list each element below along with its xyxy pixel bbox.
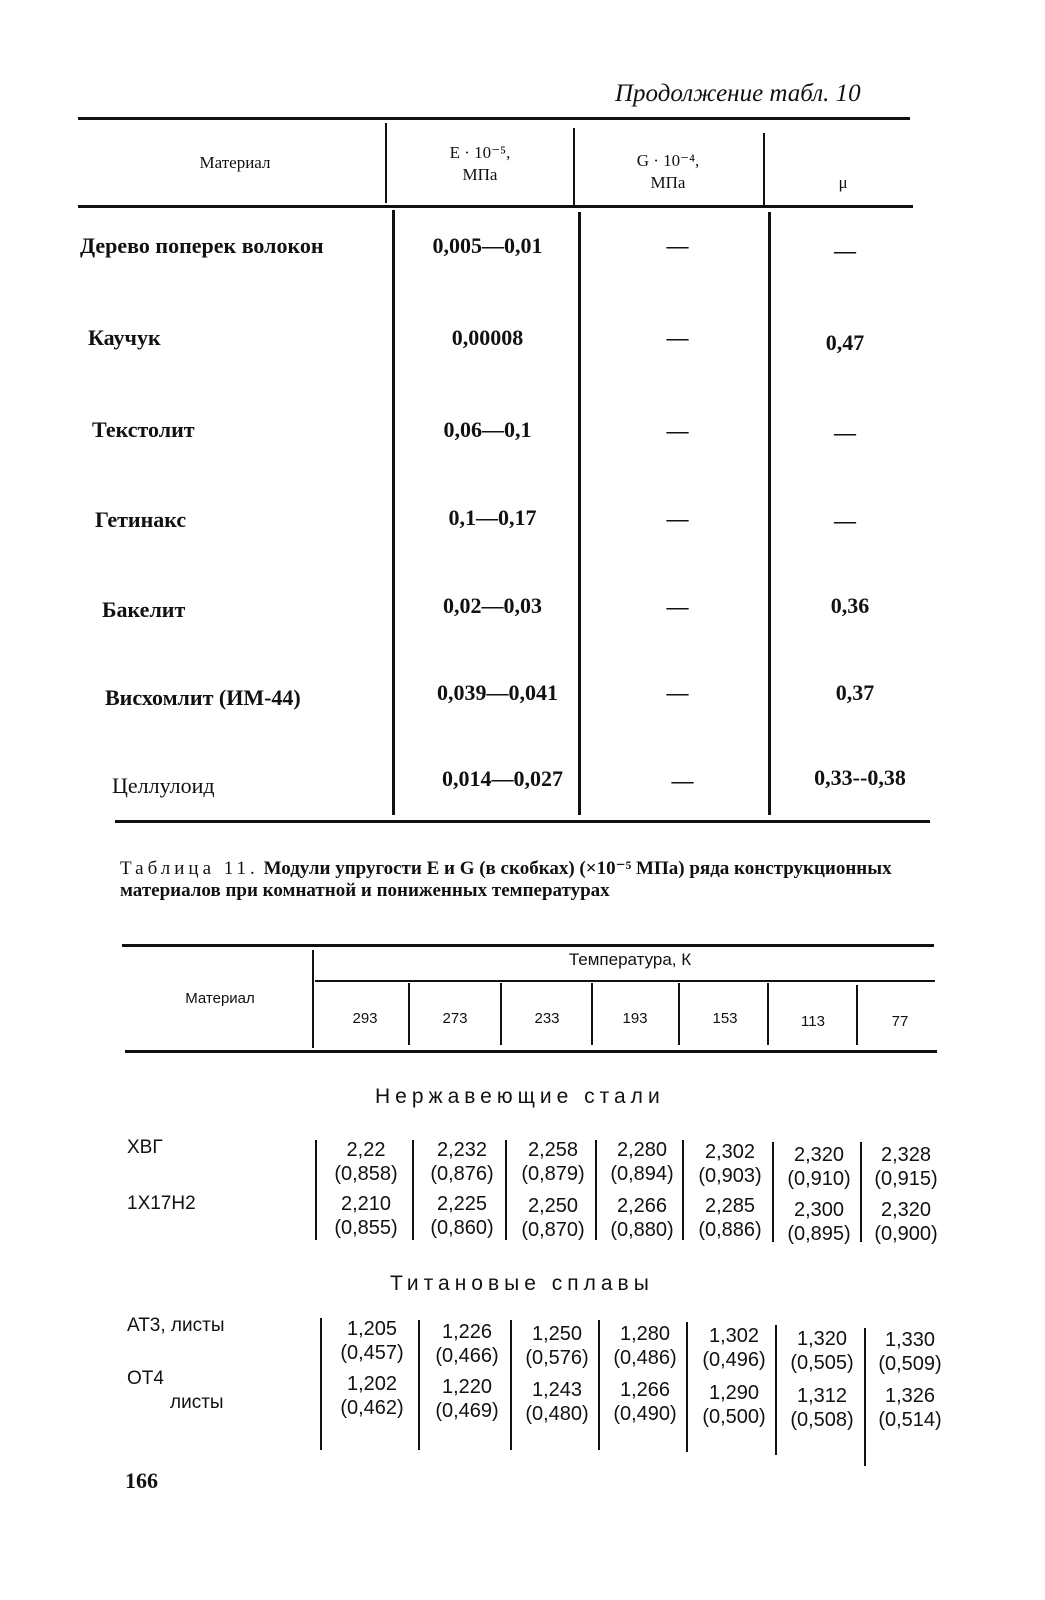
e-value: 1,330 <box>884 1329 936 1351</box>
g-value: (0,880) <box>610 1219 674 1241</box>
g-value: (0,509) <box>878 1353 942 1375</box>
column-divider <box>767 983 769 1045</box>
g-value: (0,505) <box>790 1352 854 1374</box>
e-value: 2,285 <box>704 1195 756 1217</box>
value-cell <box>513 1378 601 1426</box>
column-divider <box>408 983 410 1045</box>
g-value: — <box>666 594 689 619</box>
header-bottom-rule <box>78 205 913 208</box>
e-value: 1,205 <box>346 1318 398 1340</box>
e-value: 0,00008 <box>451 325 524 350</box>
material-name: Каучук <box>88 325 161 350</box>
header-temperature: Температура, К <box>568 950 692 969</box>
g-value: — <box>666 325 689 350</box>
g-value: (0,466) <box>435 1345 499 1367</box>
e-value: 0,02—0,03 <box>443 593 542 618</box>
page-number: 166 <box>125 1468 158 1493</box>
temperature-label: 153 <box>712 1010 738 1027</box>
g-value: (0,496) <box>702 1349 766 1371</box>
material-name: Бакелит <box>102 597 186 622</box>
column-divider <box>500 983 502 1045</box>
value-cell <box>598 1194 686 1242</box>
g-value: (0,894) <box>610 1163 674 1185</box>
g-value: — <box>671 768 694 793</box>
e-value: 2,232 <box>436 1139 488 1161</box>
value-cell <box>601 1322 689 1370</box>
value-cell <box>866 1384 954 1432</box>
value-cell <box>418 1192 506 1240</box>
column-divider <box>678 983 680 1045</box>
e-value: 2,320 <box>793 1144 845 1166</box>
material-name: ОТ4 <box>127 1368 164 1389</box>
column-divider <box>312 950 314 1048</box>
e-value: 1,326 <box>884 1385 936 1407</box>
value-cell <box>322 1138 410 1186</box>
value-cell <box>862 1143 950 1191</box>
e-value: 0,005—0,01 <box>432 233 543 258</box>
header-mu: μ <box>838 173 848 192</box>
g-value: (0,858) <box>334 1163 398 1185</box>
value-cell <box>509 1138 597 1186</box>
g-value: (0,480) <box>525 1403 589 1425</box>
e-value: 2,300 <box>793 1199 845 1221</box>
e-value: 1,243 <box>531 1379 583 1401</box>
table-number: Таблица 11. <box>120 858 259 879</box>
g-value: (0,514) <box>878 1409 942 1431</box>
header-material: Материал <box>199 153 271 172</box>
column-divider <box>856 985 858 1045</box>
table-bottom-rule <box>115 820 930 823</box>
g-value: (0,915) <box>874 1168 938 1190</box>
e-value: 2,320 <box>880 1199 932 1221</box>
e-value: 2,328 <box>880 1144 932 1166</box>
e-value: 1,266 <box>619 1379 671 1401</box>
g-value: (0,886) <box>698 1219 762 1241</box>
temperature-label: 113 <box>801 1013 825 1030</box>
material-name: Текстолит <box>92 417 195 442</box>
e-value: 0,06—0,1 <box>443 417 532 442</box>
g-value: (0,910) <box>787 1168 851 1190</box>
g-value: — <box>666 680 689 705</box>
temperature-label: 77 <box>891 1013 909 1030</box>
column-divider <box>412 1140 414 1240</box>
e-value: 0,039—0,041 <box>437 680 558 705</box>
g-value: — <box>666 233 689 258</box>
e-value: 2,225 <box>436 1193 488 1215</box>
g-value: (0,879) <box>521 1163 585 1185</box>
column-divider <box>315 1140 317 1240</box>
e-value: 1,202 <box>346 1373 398 1395</box>
value-cell <box>598 1138 686 1186</box>
e-value: 2,258 <box>527 1139 579 1161</box>
mu-value: 0,33--0,38 <box>814 765 906 790</box>
value-cell <box>686 1140 774 1188</box>
e-value: 1,280 <box>619 1323 671 1345</box>
value-cell <box>509 1194 597 1242</box>
value-cell <box>423 1320 511 1368</box>
header-e <box>420 142 540 186</box>
value-cell <box>322 1192 410 1240</box>
g-value: (0,576) <box>525 1347 589 1369</box>
mu-value: 0,37 <box>835 680 875 705</box>
material-name: Висхомлит (ИМ-44) <box>105 685 301 710</box>
e-value: 2,266 <box>616 1195 668 1217</box>
value-cell <box>418 1138 506 1186</box>
column-divider <box>320 1318 322 1450</box>
temperature-label: 233 <box>534 1010 560 1027</box>
g-value: (0,860) <box>430 1217 494 1239</box>
section-title: Титановые сплавы <box>390 1272 654 1295</box>
header-g <box>608 150 728 194</box>
subheader-rule <box>315 980 935 982</box>
g-value: (0,895) <box>787 1223 851 1245</box>
column-divider <box>763 133 765 207</box>
material-name: Целлулоид <box>112 773 215 798</box>
temperature-label: 193 <box>622 1010 648 1027</box>
column-divider <box>573 128 575 206</box>
section-title: Нержавеющие стали <box>375 1085 665 1108</box>
e-value: 0,1—0,17 <box>448 505 537 530</box>
e-value: 1,220 <box>441 1376 493 1398</box>
g-value: (0,508) <box>790 1409 854 1431</box>
column-divider <box>418 1320 420 1450</box>
g-value: (0,900) <box>874 1223 938 1245</box>
e-value: 1,312 <box>796 1385 848 1407</box>
temperature-label: 273 <box>442 1010 468 1027</box>
material-name: 1Х17Н2 <box>127 1193 196 1214</box>
value-cell <box>778 1327 866 1375</box>
value-cell <box>690 1381 778 1429</box>
continuation-label: Продолжение табл. 10 <box>615 80 861 107</box>
value-cell <box>513 1322 601 1370</box>
value-cell <box>601 1378 689 1426</box>
g-value: (0,876) <box>430 1163 494 1185</box>
header-g-unit: МПа <box>650 173 686 192</box>
header-g-label: G · 10⁻⁴, <box>636 151 700 170</box>
value-cell <box>328 1372 416 1420</box>
g-value: (0,903) <box>698 1165 762 1187</box>
g-value: (0,457) <box>340 1342 404 1364</box>
e-value: 1,290 <box>708 1382 760 1404</box>
e-value: 2,250 <box>527 1195 579 1217</box>
table-title: Модули упругости E и G (в скобках) (×10⁻⁵ МПа) ряда конструкционных материалов при комнатной и пониженных температурах <box>120 858 892 901</box>
e-value: 0,014—0,027 <box>442 766 563 791</box>
g-value: (0,870) <box>521 1219 585 1241</box>
e-value: 1,302 <box>708 1325 760 1347</box>
e-value: 2,280 <box>616 1139 668 1161</box>
value-cell <box>866 1328 954 1376</box>
value-cell <box>775 1198 863 1246</box>
temperature-label: 293 <box>352 1010 378 1027</box>
header-e-unit: МПа <box>462 165 498 184</box>
column-divider <box>392 210 395 815</box>
material-name: АТ3, листы <box>127 1315 225 1336</box>
value-cell <box>328 1317 416 1365</box>
header-e-label: E · 10⁻⁵, <box>449 143 511 162</box>
value-cell <box>775 1143 863 1191</box>
mu-value: — <box>834 508 856 533</box>
table-top-rule <box>78 117 910 120</box>
g-value: (0,469) <box>435 1400 499 1422</box>
material-name-continuation: листы <box>170 1392 224 1413</box>
material-name: Дерево поперек волокон <box>80 233 324 258</box>
e-value: 1,320 <box>796 1328 848 1350</box>
e-value: 2,22 <box>346 1139 386 1161</box>
e-value: 2,302 <box>704 1141 756 1163</box>
value-cell <box>778 1384 866 1432</box>
g-value: (0,500) <box>702 1406 766 1428</box>
table-top-rule <box>122 944 934 947</box>
mu-value: — <box>834 420 856 445</box>
header-bottom-rule <box>125 1050 937 1053</box>
g-value: — <box>666 506 689 531</box>
e-value: 2,210 <box>340 1193 392 1215</box>
g-value: (0,855) <box>334 1217 398 1239</box>
mu-value: 0,36 <box>830 593 870 618</box>
value-cell <box>686 1194 774 1242</box>
column-divider <box>385 123 387 203</box>
g-value: (0,462) <box>340 1397 404 1419</box>
material-name: Гетинакс <box>95 507 187 532</box>
value-cell <box>423 1375 511 1423</box>
mu-value: — <box>834 238 856 263</box>
e-value: 1,250 <box>531 1323 583 1345</box>
g-value: — <box>666 418 689 443</box>
column-divider <box>591 983 593 1045</box>
g-value: (0,490) <box>613 1403 677 1425</box>
g-value: (0,486) <box>613 1347 677 1369</box>
mu-value: 0,47 <box>825 330 865 355</box>
value-cell <box>862 1198 950 1246</box>
e-value: 1,226 <box>441 1321 493 1343</box>
material-name: ХВГ <box>127 1137 163 1158</box>
header-material: Материал <box>185 990 255 1007</box>
value-cell <box>690 1324 778 1372</box>
table-11-caption <box>120 858 920 902</box>
